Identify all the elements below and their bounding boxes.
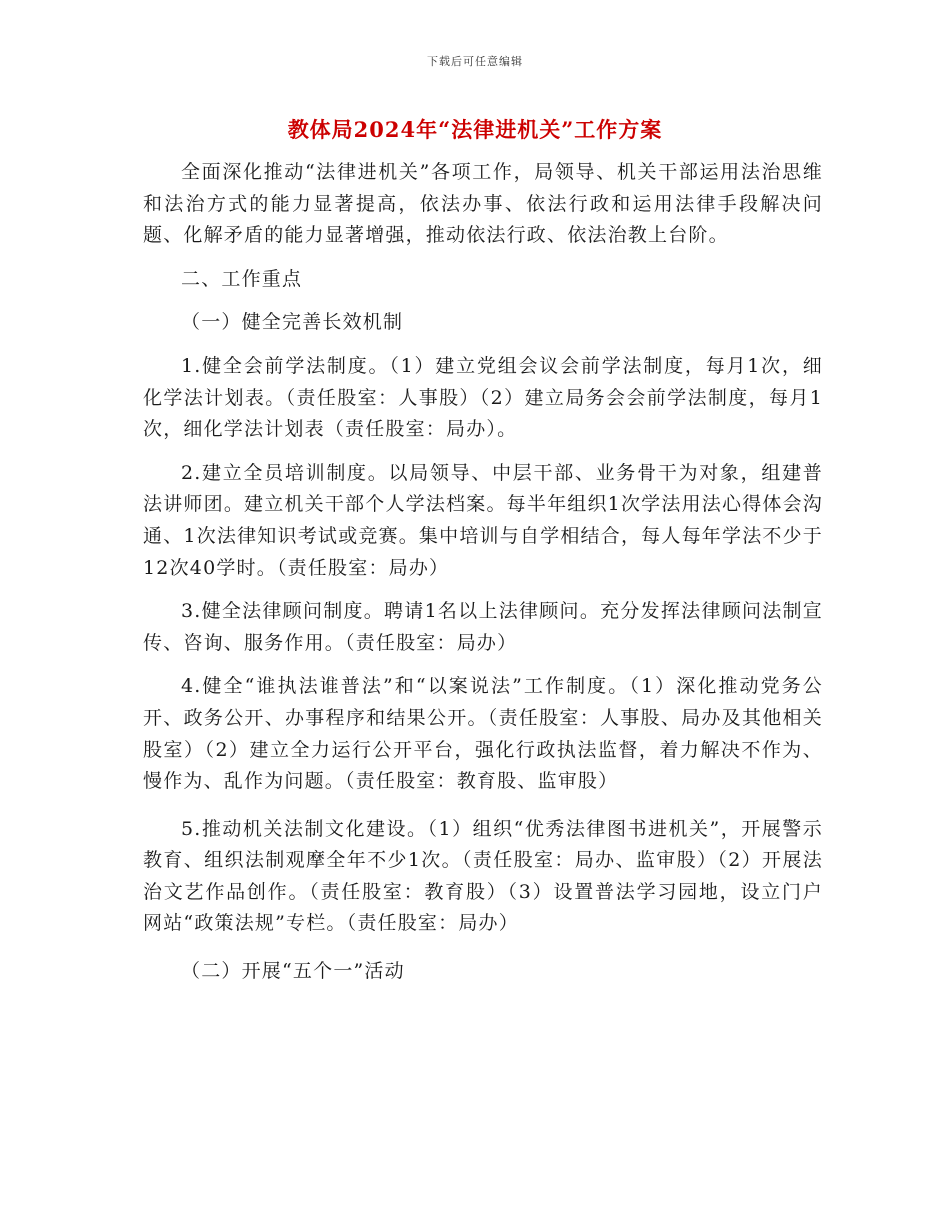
paragraph-item-4: 4.健全“谁执法谁普法”和“以案说法”工作制度。（1）深化推动党务公开、政务公开、办事程序和结果公开。（责任股室：人事股、局办及其他相关股室）（2）建立全力运行公开平台，强化行政执法监督，着力解决不作为、慢作为、乱作为问题。（责任股室：教育股、监审股） [143,675,823,793]
paragraph-item-5: 5.推动机关法制文化建设。（1）组织“优秀法律图书进机关”，开展警示教育、组织法制观摩全年不少1次。（责任股室：局办、监审股）（2）开展法治文艺作品创作。（责任股室：教育股）（3）设置普法学习园地，设立门户网站“政策法规”专栏。（责任股室：局办） [143,817,823,935]
paragraph-item-1: 1.健全会前学法制度。（1）建立党组会议会前学法制度，每月1次，细化学法计划表。（责任股室：人事股）（2）建立局务会会前学法制度，每月1次，细化学法计划表（责任股室：局办）。 [143,354,823,441]
subsection-heading-five-activities: （二）开展“五个一”活动 [181,960,405,983]
document-title: 教体局2024年“法律进机关”工作方案 [287,117,663,142]
paragraph-item-3: 3.健全法律顾问制度。聘请1名以上法律顾问。充分发挥法律顾问法制宣传、咨询、服务作用。（责任股室：局办） [143,600,823,654]
paragraph-intro: 全面深化推动“法律进机关”各项工作，局领导、机关干部运用法治思维和法治方式的能力显著提高，依法办事、依法行政和运用法律手段解决问题、化解矛盾的能力显著增强，推动依法行政、依法治教上台阶。 [143,161,823,247]
document-body [143,157,823,988]
paragraph-item-2: 2.建立全员培训制度。以局领导、中层干部、业务骨干为对象，组建普法讲师团。建立机关干部个人学法档案。每半年组织1次学法用法心得体会沟通、1次法律知识考试或竞赛。集中培训与自学相结合，每人每年学法不少于12次40学时。（责任股室：局办） [143,461,823,579]
subsection-heading-mechanism: （一）健全完善长效机制 [181,311,404,334]
section-heading-work-focus: 二、工作重点 [181,267,303,290]
page-header-note: 下载后可任意编辑 [427,55,523,68]
